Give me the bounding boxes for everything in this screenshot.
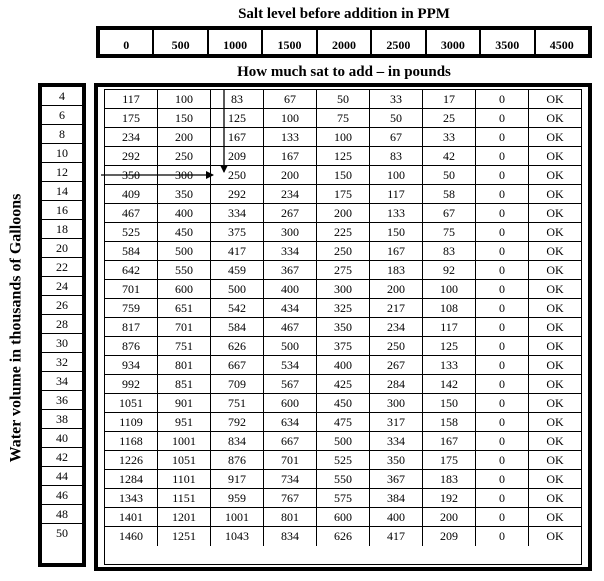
table-cell: 0 xyxy=(475,166,528,184)
table-cell: 300 xyxy=(263,223,316,241)
table-cell: OK xyxy=(528,109,581,127)
table-cell: OK xyxy=(528,223,581,241)
table-cell: 108 xyxy=(422,299,475,317)
table-cell: OK xyxy=(528,470,581,488)
table-cell: 209 xyxy=(210,147,263,165)
table-cell: 600 xyxy=(263,394,316,412)
table-cell: 133 xyxy=(369,204,422,222)
table-cell: 125 xyxy=(316,147,369,165)
table-cell: 334 xyxy=(369,432,422,450)
table-cell: OK xyxy=(528,394,581,412)
gallons-value: 26 xyxy=(42,296,82,315)
table-cell: 834 xyxy=(210,432,263,450)
table-cell: 250 xyxy=(210,166,263,184)
table-cell: 300 xyxy=(157,166,210,184)
table-cell: 0 xyxy=(475,223,528,241)
ppm-level-cell: 3000 xyxy=(425,30,479,54)
table-cell: 234 xyxy=(263,185,316,203)
table-cell: 701 xyxy=(122,281,140,296)
table-cell: 1051 xyxy=(119,395,143,410)
gallons-value: 40 xyxy=(42,429,82,448)
ppm-level-cell: 3500 xyxy=(479,30,533,54)
table-cell: 167 xyxy=(422,432,475,450)
table-cell: 58 xyxy=(422,185,475,203)
table-cell: 250 xyxy=(369,337,422,355)
table-cell: 100 xyxy=(157,90,210,108)
table-cell: 0 xyxy=(475,356,528,374)
table-cell: 550 xyxy=(316,470,369,488)
table-cell: 417 xyxy=(210,242,263,260)
table-cell: 25 xyxy=(422,109,475,127)
gallons-value: 24 xyxy=(42,277,82,296)
table-cell: 300 xyxy=(369,394,422,412)
table-cell: 434 xyxy=(263,299,316,317)
table-row xyxy=(105,109,581,128)
table-cell: 250 xyxy=(157,147,210,165)
table-cell: 409 xyxy=(122,186,140,201)
table-cell: 0 xyxy=(475,147,528,165)
table-cell: 92 xyxy=(422,261,475,279)
table-row xyxy=(105,147,581,166)
table-cell: 150 xyxy=(422,394,475,412)
table-cell: OK xyxy=(528,489,581,507)
table-cell: 876 xyxy=(122,338,140,353)
table-cell: 284 xyxy=(369,375,422,393)
table-cell: 350 xyxy=(316,318,369,336)
table-cell: 83 xyxy=(210,90,263,108)
table-cell: 250 xyxy=(316,242,369,260)
table-cell: 400 xyxy=(263,280,316,298)
table-cell: 100 xyxy=(316,128,369,146)
table-cell: 0 xyxy=(475,280,528,298)
table-cell: 626 xyxy=(316,527,369,546)
gallons-value: 34 xyxy=(42,372,82,391)
ppm-level-cell: 4500 xyxy=(534,30,588,54)
table-cell: 300 xyxy=(316,280,369,298)
table-row xyxy=(105,375,581,394)
table-cell: 709 xyxy=(210,375,263,393)
table-cell: 751 xyxy=(210,394,263,412)
table-cell: 0 xyxy=(475,451,528,469)
gallons-value: 20 xyxy=(42,239,82,258)
table-cell: 267 xyxy=(263,204,316,222)
table-cell: 834 xyxy=(263,527,316,546)
table-cell: 425 xyxy=(316,375,369,393)
table-cell: 1201 xyxy=(157,508,210,526)
table-cell: 292 xyxy=(210,185,263,203)
table-cell: OK xyxy=(528,318,581,336)
table-cell: OK xyxy=(528,451,581,469)
table-cell: 917 xyxy=(210,470,263,488)
table-cell: 167 xyxy=(210,128,263,146)
ppm-header-title: Salt level before addition in PPM xyxy=(238,6,450,22)
table-cell: 1101 xyxy=(157,470,210,488)
table-cell: 117 xyxy=(422,318,475,336)
table-cell: 459 xyxy=(210,261,263,279)
table-cell: 225 xyxy=(316,223,369,241)
table-row xyxy=(105,223,581,242)
table-cell: 951 xyxy=(157,413,210,431)
table-cell: 550 xyxy=(157,261,210,279)
table-cell: 400 xyxy=(369,508,422,526)
table-cell: OK xyxy=(528,242,581,260)
table-cell: 367 xyxy=(263,261,316,279)
table-cell: OK xyxy=(528,527,581,546)
table-cell: 1001 xyxy=(157,432,210,450)
table-cell: 500 xyxy=(316,432,369,450)
table-cell: 117 xyxy=(122,91,140,106)
table-cell: 667 xyxy=(210,356,263,374)
gallons-value: 36 xyxy=(42,391,82,410)
table-cell: 0 xyxy=(475,394,528,412)
table-cell: 400 xyxy=(316,356,369,374)
table-cell: 292 xyxy=(122,148,140,163)
table-cell: 500 xyxy=(157,242,210,260)
table-cell: 467 xyxy=(122,205,140,220)
table-cell: 200 xyxy=(157,128,210,146)
table-cell: 200 xyxy=(263,166,316,184)
table-cell: 1051 xyxy=(157,451,210,469)
table-cell: 167 xyxy=(263,147,316,165)
ppm-level-cell: 1500 xyxy=(261,30,315,54)
ppm-level-cell: 0 xyxy=(123,38,130,52)
water-volume-label-text: Water volume in thousands of Galloons xyxy=(7,193,25,463)
table-cell: 334 xyxy=(210,204,263,222)
table-cell: 876 xyxy=(210,451,263,469)
table-cell: 150 xyxy=(157,109,210,127)
table-cell: 475 xyxy=(316,413,369,431)
table-cell: 75 xyxy=(316,109,369,127)
gallons-value: 38 xyxy=(42,410,82,429)
salt-table-grid xyxy=(104,89,582,565)
table-cell: 584 xyxy=(122,243,140,258)
table-row xyxy=(105,90,581,109)
table-cell: 67 xyxy=(263,90,316,108)
table-row xyxy=(105,280,581,299)
table-cell: 792 xyxy=(210,413,263,431)
table-cell: 542 xyxy=(210,299,263,317)
gallons-value: 18 xyxy=(42,220,82,239)
table-cell: 83 xyxy=(369,147,422,165)
table-row xyxy=(105,527,581,546)
table-cell: 1251 xyxy=(157,527,210,546)
table-cell: 234 xyxy=(369,318,422,336)
table-cell: 350 xyxy=(157,185,210,203)
table-cell: 934 xyxy=(122,357,140,372)
table-cell: 100 xyxy=(369,166,422,184)
table-cell: OK xyxy=(528,299,581,317)
table-cell: 992 xyxy=(122,376,140,391)
table-cell: 0 xyxy=(475,90,528,108)
table-cell: 50 xyxy=(422,166,475,184)
gallons-value: 10 xyxy=(42,144,82,163)
table-cell: 33 xyxy=(422,128,475,146)
table-cell: 701 xyxy=(157,318,210,336)
table-cell: 75 xyxy=(422,223,475,241)
table-cell: 125 xyxy=(422,337,475,355)
table-cell: 175 xyxy=(422,451,475,469)
table-cell: 1401 xyxy=(119,509,143,524)
table-cell: 767 xyxy=(263,489,316,507)
table-cell: 1284 xyxy=(119,471,143,486)
table-row xyxy=(105,489,581,508)
table-cell: 350 xyxy=(122,167,140,182)
table-cell: 150 xyxy=(316,166,369,184)
table-cell: 0 xyxy=(475,375,528,393)
table-cell: 0 xyxy=(475,527,528,546)
table-row xyxy=(105,508,581,527)
table-cell: 133 xyxy=(422,356,475,374)
gallons-value: 50 xyxy=(56,526,68,540)
ppm-level-cell: 1000 xyxy=(207,30,261,54)
table-cell: 175 xyxy=(122,110,140,125)
table-cell: 133 xyxy=(263,128,316,146)
table-cell: OK xyxy=(528,413,581,431)
gallons-value: 22 xyxy=(42,258,82,277)
table-cell: OK xyxy=(528,204,581,222)
table-cell: 267 xyxy=(369,356,422,374)
table-cell: 83 xyxy=(422,242,475,260)
table-cell: 0 xyxy=(475,508,528,526)
table-row xyxy=(105,413,581,432)
table-cell: 0 xyxy=(475,185,528,203)
table-cell: 1343 xyxy=(119,490,143,505)
table-cell: 0 xyxy=(475,261,528,279)
table-cell: 801 xyxy=(263,508,316,526)
gallons-value: 4 xyxy=(42,87,82,106)
table-cell: 150 xyxy=(369,223,422,241)
table-cell: OK xyxy=(528,280,581,298)
table-cell: OK xyxy=(528,185,581,203)
table-cell: 325 xyxy=(316,299,369,317)
table-row xyxy=(105,394,581,413)
table-cell: 525 xyxy=(316,451,369,469)
table-cell: 1168 xyxy=(119,433,143,448)
table-cell: 158 xyxy=(422,413,475,431)
table-cell: 701 xyxy=(263,451,316,469)
table-cell: 200 xyxy=(369,280,422,298)
table-cell: 600 xyxy=(157,280,210,298)
table-cell: 375 xyxy=(210,223,263,241)
table-cell: 117 xyxy=(369,185,422,203)
table-cell: OK xyxy=(528,147,581,165)
gallons-value: 14 xyxy=(42,182,82,201)
table-cell: 751 xyxy=(157,337,210,355)
table-cell: 759 xyxy=(122,300,140,315)
gallons-value: 44 xyxy=(42,467,82,486)
table-row xyxy=(105,432,581,451)
table-cell: 67 xyxy=(369,128,422,146)
gallons-value: 42 xyxy=(42,448,82,467)
table-cell: 575 xyxy=(316,489,369,507)
table-row xyxy=(105,204,581,223)
table-cell: 217 xyxy=(369,299,422,317)
table-cell: 200 xyxy=(316,204,369,222)
gallons-value: 32 xyxy=(42,353,82,372)
table-cell: 642 xyxy=(122,262,140,277)
table-cell: 584 xyxy=(210,318,263,336)
gallons-value: 30 xyxy=(42,334,82,353)
table-cell: 317 xyxy=(369,413,422,431)
table-row xyxy=(105,470,581,489)
table-cell: 801 xyxy=(157,356,210,374)
table-cell: 500 xyxy=(210,280,263,298)
gallons-column xyxy=(38,83,86,567)
table-cell: 0 xyxy=(475,470,528,488)
table-cell: 1001 xyxy=(210,508,263,526)
table-cell: 375 xyxy=(316,337,369,355)
table-cell: OK xyxy=(528,375,581,393)
table-cell: 0 xyxy=(475,318,528,336)
table-cell: OK xyxy=(528,432,581,450)
table-cell: 567 xyxy=(263,375,316,393)
table-cell: 0 xyxy=(475,337,528,355)
table-cell: 0 xyxy=(475,299,528,317)
gallons-value: 48 xyxy=(42,505,82,524)
table-cell: 600 xyxy=(316,508,369,526)
table-cell: 525 xyxy=(122,224,140,239)
ppm-level-cell: 2000 xyxy=(316,30,370,54)
gallons-value: 12 xyxy=(42,163,82,182)
table-cell: 0 xyxy=(475,413,528,431)
table-cell: 0 xyxy=(475,489,528,507)
table-cell: 1460 xyxy=(119,529,143,543)
table-cell: 50 xyxy=(369,109,422,127)
table-cell: 634 xyxy=(263,413,316,431)
table-cell: 334 xyxy=(263,242,316,260)
table-cell: 626 xyxy=(210,337,263,355)
table-cell: 200 xyxy=(422,508,475,526)
table-row xyxy=(105,318,581,337)
salt-table xyxy=(94,83,592,571)
table-cell: 42 xyxy=(422,147,475,165)
table-row xyxy=(105,299,581,318)
table-cell: 1109 xyxy=(119,414,143,429)
gallons-value: 8 xyxy=(42,125,82,144)
table-row xyxy=(105,166,581,185)
table-cell: 100 xyxy=(422,280,475,298)
table-row xyxy=(105,128,581,147)
table-cell: 67 xyxy=(422,204,475,222)
table-cell: 50 xyxy=(316,90,369,108)
table-cell: OK xyxy=(528,356,581,374)
table-cell: 17 xyxy=(422,90,475,108)
table-cell: 500 xyxy=(263,337,316,355)
table-cell: 817 xyxy=(122,319,140,334)
table-cell: 667 xyxy=(263,432,316,450)
table-cell: OK xyxy=(528,337,581,355)
table-cell: 959 xyxy=(210,489,263,507)
table-cell: OK xyxy=(528,261,581,279)
table-cell: OK xyxy=(528,166,581,184)
table-cell: 167 xyxy=(369,242,422,260)
table-row xyxy=(105,356,581,375)
table-cell: 1226 xyxy=(119,452,143,467)
table-cell: 467 xyxy=(263,318,316,336)
table-row xyxy=(105,337,581,356)
ppm-level-cell: 500 xyxy=(152,30,206,54)
table-cell: 0 xyxy=(475,128,528,146)
table-cell: 192 xyxy=(422,489,475,507)
table-cell: 400 xyxy=(157,204,210,222)
table-cell: 450 xyxy=(157,223,210,241)
table-cell: 0 xyxy=(475,109,528,127)
table-cell: 651 xyxy=(157,299,210,317)
table-cell: OK xyxy=(528,508,581,526)
table-cell: 33 xyxy=(369,90,422,108)
table-cell: 450 xyxy=(316,394,369,412)
table-cell: OK xyxy=(528,90,581,108)
table-cell: 275 xyxy=(316,261,369,279)
table-cell: 142 xyxy=(422,375,475,393)
gallons-value: 16 xyxy=(42,201,82,220)
table-cell: 901 xyxy=(157,394,210,412)
table-cell: 125 xyxy=(210,109,263,127)
table-cell: OK xyxy=(528,128,581,146)
gallons-value: 46 xyxy=(42,486,82,505)
table-row xyxy=(105,451,581,470)
ppm-levels-row xyxy=(96,26,592,58)
table-row xyxy=(105,185,581,204)
table-row xyxy=(105,242,581,261)
table-cell: 183 xyxy=(422,470,475,488)
salt-to-add-title: How much sat to add – in pounds xyxy=(237,64,451,80)
table-cell: 183 xyxy=(369,261,422,279)
table-cell: 0 xyxy=(475,242,528,260)
table-cell: 534 xyxy=(263,356,316,374)
ppm-level-cell: 2500 xyxy=(370,30,424,54)
table-cell: 209 xyxy=(422,527,475,546)
table-row xyxy=(105,261,581,280)
table-cell: 100 xyxy=(263,109,316,127)
table-cell: 175 xyxy=(316,185,369,203)
gallons-value: 28 xyxy=(42,315,82,334)
table-cell: 734 xyxy=(263,470,316,488)
table-cell: 350 xyxy=(369,451,422,469)
table-cell: 851 xyxy=(157,375,210,393)
table-cell: 417 xyxy=(369,527,422,546)
table-cell: 367 xyxy=(369,470,422,488)
table-cell: 0 xyxy=(475,204,528,222)
table-cell: 234 xyxy=(122,129,140,144)
water-volume-axis-label xyxy=(4,168,28,488)
gallons-value: 6 xyxy=(42,106,82,125)
table-cell: 1151 xyxy=(157,489,210,507)
table-cell: 0 xyxy=(475,432,528,450)
table-cell: 384 xyxy=(369,489,422,507)
table-cell: 1043 xyxy=(210,527,263,546)
